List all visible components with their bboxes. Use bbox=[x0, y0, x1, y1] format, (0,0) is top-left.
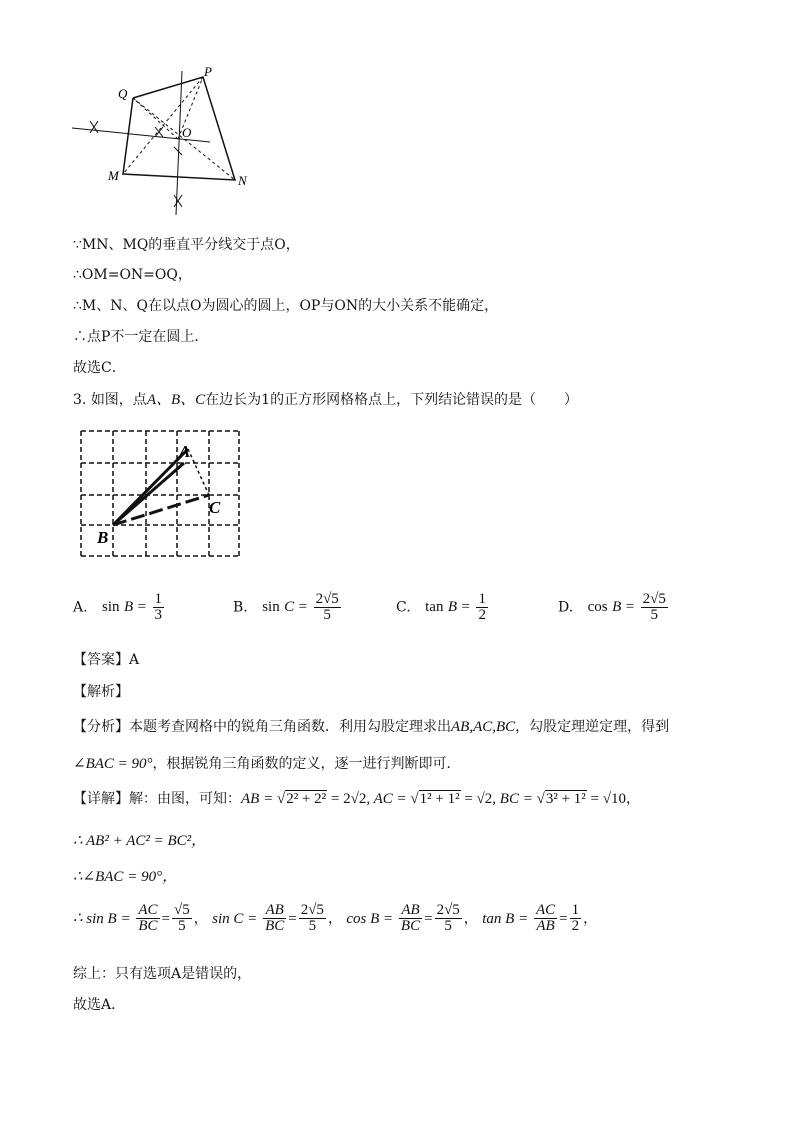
xiangjie-end: ， bbox=[626, 791, 640, 807]
label-B: B bbox=[97, 528, 109, 547]
option-d-func: cos bbox=[587, 599, 608, 615]
step3-item-sinB: sin B = $\frac{AC}{BC}$ = $\frac{√5}{5}$ ， bbox=[86, 902, 208, 934]
option-b-fraction: $\frac{2√5}{5}$ bbox=[315, 591, 339, 623]
option-d[interactable]: D. cos B = $\frac{2√5}{5}$ bbox=[558, 591, 666, 623]
step3-prefix: ∴ bbox=[73, 910, 87, 927]
xiangjie-ac: , AC = bbox=[366, 791, 411, 807]
dashed-lines bbox=[123, 77, 235, 180]
fenxi-tag: 【分析】 bbox=[73, 719, 129, 735]
summary-line: 综上：只有选项A是错误的， bbox=[73, 966, 252, 982]
fenxi-text2: ，勾股定理逆定理，得到 bbox=[515, 719, 670, 735]
answer-line bbox=[73, 651, 139, 669]
option-d-letter: D. bbox=[558, 599, 574, 616]
final-line: 故选A． bbox=[73, 997, 126, 1013]
triangle-sides bbox=[113, 449, 209, 525]
text-line-5: 故选C． bbox=[73, 360, 126, 376]
step-3 bbox=[73, 903, 597, 947]
text-line-3: ∴M、N、Q在以点O为圆心的圆上，OP与ON的大小关系不能确定， bbox=[73, 298, 499, 314]
label-C: C bbox=[209, 498, 221, 517]
question-text-after: 在边长为1的正方形网格格点上，下列结论错误的是（ ） bbox=[205, 392, 579, 408]
fenxi-line-1 bbox=[73, 718, 669, 736]
xiangjie-bc-res: = √10 bbox=[586, 791, 626, 807]
option-b-letter: B. bbox=[233, 599, 248, 616]
option-a[interactable]: A. sin B = $\frac{1}{3}$ bbox=[73, 591, 163, 623]
text-line-4: ∴点P不一定在圆上． bbox=[73, 329, 209, 345]
question-3 bbox=[73, 391, 578, 409]
step3-item-tanB: tan B = $\frac{AC}{AB}$ = $\frac{1}{2}$ ， bbox=[482, 902, 598, 934]
xiangjie-ac-val: 1² + 1² bbox=[419, 791, 460, 807]
xiangjie-ab-res: = 2√2 bbox=[327, 791, 367, 807]
xiangjie-ac-res: = √2 bbox=[460, 791, 493, 807]
option-a-letter: A. bbox=[73, 599, 88, 616]
question-points: A、B、C bbox=[146, 392, 206, 408]
step-1: ∴ AB² + AC² = BC²， bbox=[73, 833, 207, 849]
answer-value: A bbox=[129, 652, 140, 668]
option-d-var: B bbox=[612, 599, 622, 615]
fenxi-angle: ∠BAC = 90° bbox=[73, 756, 153, 772]
xiangjie-bc-val: 3² + 1² bbox=[545, 791, 586, 807]
xiangjie-bc: , BC = bbox=[492, 791, 537, 807]
option-b[interactable]: B. sin C = $\frac{2√5}{5}$ bbox=[233, 591, 339, 623]
analysis-tag: 【解析】 bbox=[73, 684, 129, 700]
figure-quadrilateral bbox=[70, 65, 260, 220]
option-a-func: sin bbox=[102, 599, 120, 615]
arc-marks bbox=[90, 121, 182, 207]
option-c-var: B bbox=[447, 599, 458, 615]
text-line-2: ∴OM=ON=OQ， bbox=[73, 267, 192, 283]
option-c-fraction: $\frac{1}{2}$ bbox=[478, 591, 486, 623]
label-O: O bbox=[182, 125, 192, 140]
question-number: 3. bbox=[73, 392, 91, 408]
xiangjie-line: 【详解】解：由图，可知：AB = √2² + 2² = 2√2, AC = √1² + 1² = √2, BC = √3² + 1² = √10， bbox=[73, 791, 640, 807]
step-2: ∴∠BAC = 90°， bbox=[73, 869, 178, 885]
label-Q: Q bbox=[118, 86, 128, 101]
option-d-fraction: $\frac{2√5}{5}$ bbox=[642, 591, 666, 623]
option-b-var: C bbox=[284, 599, 295, 615]
step3-item-sinC: sin C = $\frac{AB}{BC}$ = $\frac{2√5}{5}$ ， bbox=[212, 902, 342, 934]
option-a-var: B bbox=[123, 599, 134, 615]
xiangjie-ab-val: 2² + 2² bbox=[286, 791, 327, 807]
step3-tanB-frac2: $\frac{1}{2}$ bbox=[571, 902, 580, 934]
option-c-func: tan bbox=[425, 599, 444, 615]
step3-sinB-frac1: $\frac{AC}{BC}$ bbox=[138, 902, 158, 934]
label-A: A bbox=[179, 442, 191, 461]
quad-sides bbox=[123, 77, 235, 180]
fenxi-text3: ，根据锐角三角函数的定义，逐一进行判断即可． bbox=[152, 756, 461, 772]
step3-sinC-frac1: $\frac{AB}{BC}$ bbox=[265, 902, 285, 934]
step3-sinB-frac2: $\frac{√5}{5}$ bbox=[173, 902, 190, 934]
step3-cosB-frac1: $\frac{AB}{BC}$ bbox=[400, 902, 421, 934]
label-M: M bbox=[108, 168, 119, 183]
step3-sinC-frac2: $\frac{2√5}{5}$ bbox=[300, 902, 324, 934]
label-P: P bbox=[204, 65, 212, 79]
bisector-mn bbox=[176, 71, 182, 215]
text-line-1: ∵MN、MQ的垂直平分线交于点O， bbox=[73, 237, 300, 253]
xiangjie-tag: 【详解】 bbox=[73, 791, 129, 807]
question-text-before: 如图，点 bbox=[90, 392, 147, 408]
option-c-letter: C. bbox=[396, 599, 411, 616]
fenxi-line-2 bbox=[73, 755, 461, 773]
step3-tanB-frac1: $\frac{AC}{AB}$ bbox=[535, 902, 556, 934]
figure-grid-triangle bbox=[76, 425, 246, 565]
xiangjie-text1: 解：由图，可知： bbox=[129, 791, 241, 807]
option-c[interactable]: C. tan B = $\frac{1}{2}$ bbox=[396, 591, 486, 623]
fenxi-text1: 本题考查网格中的锐角三角函数．利用勾股定理求出 bbox=[129, 719, 451, 735]
options-row bbox=[73, 592, 753, 636]
option-b-func: sin bbox=[262, 599, 280, 615]
step3-cosB-frac2: $\frac{2√5}{5}$ bbox=[436, 902, 460, 934]
step3-item-cosB: cos B = $\frac{AB}{BC}$ = $\frac{2√5}{5}$ ， bbox=[346, 902, 478, 934]
option-a-fraction: $\frac{1}{3}$ bbox=[154, 591, 163, 623]
fenxi-segs: AB,AC,BC bbox=[451, 719, 516, 735]
answer-tag: 【答案】 bbox=[73, 652, 129, 668]
analysis-line bbox=[73, 683, 129, 701]
label-N: N bbox=[238, 173, 247, 188]
xiangjie-ab: AB = bbox=[241, 791, 277, 807]
